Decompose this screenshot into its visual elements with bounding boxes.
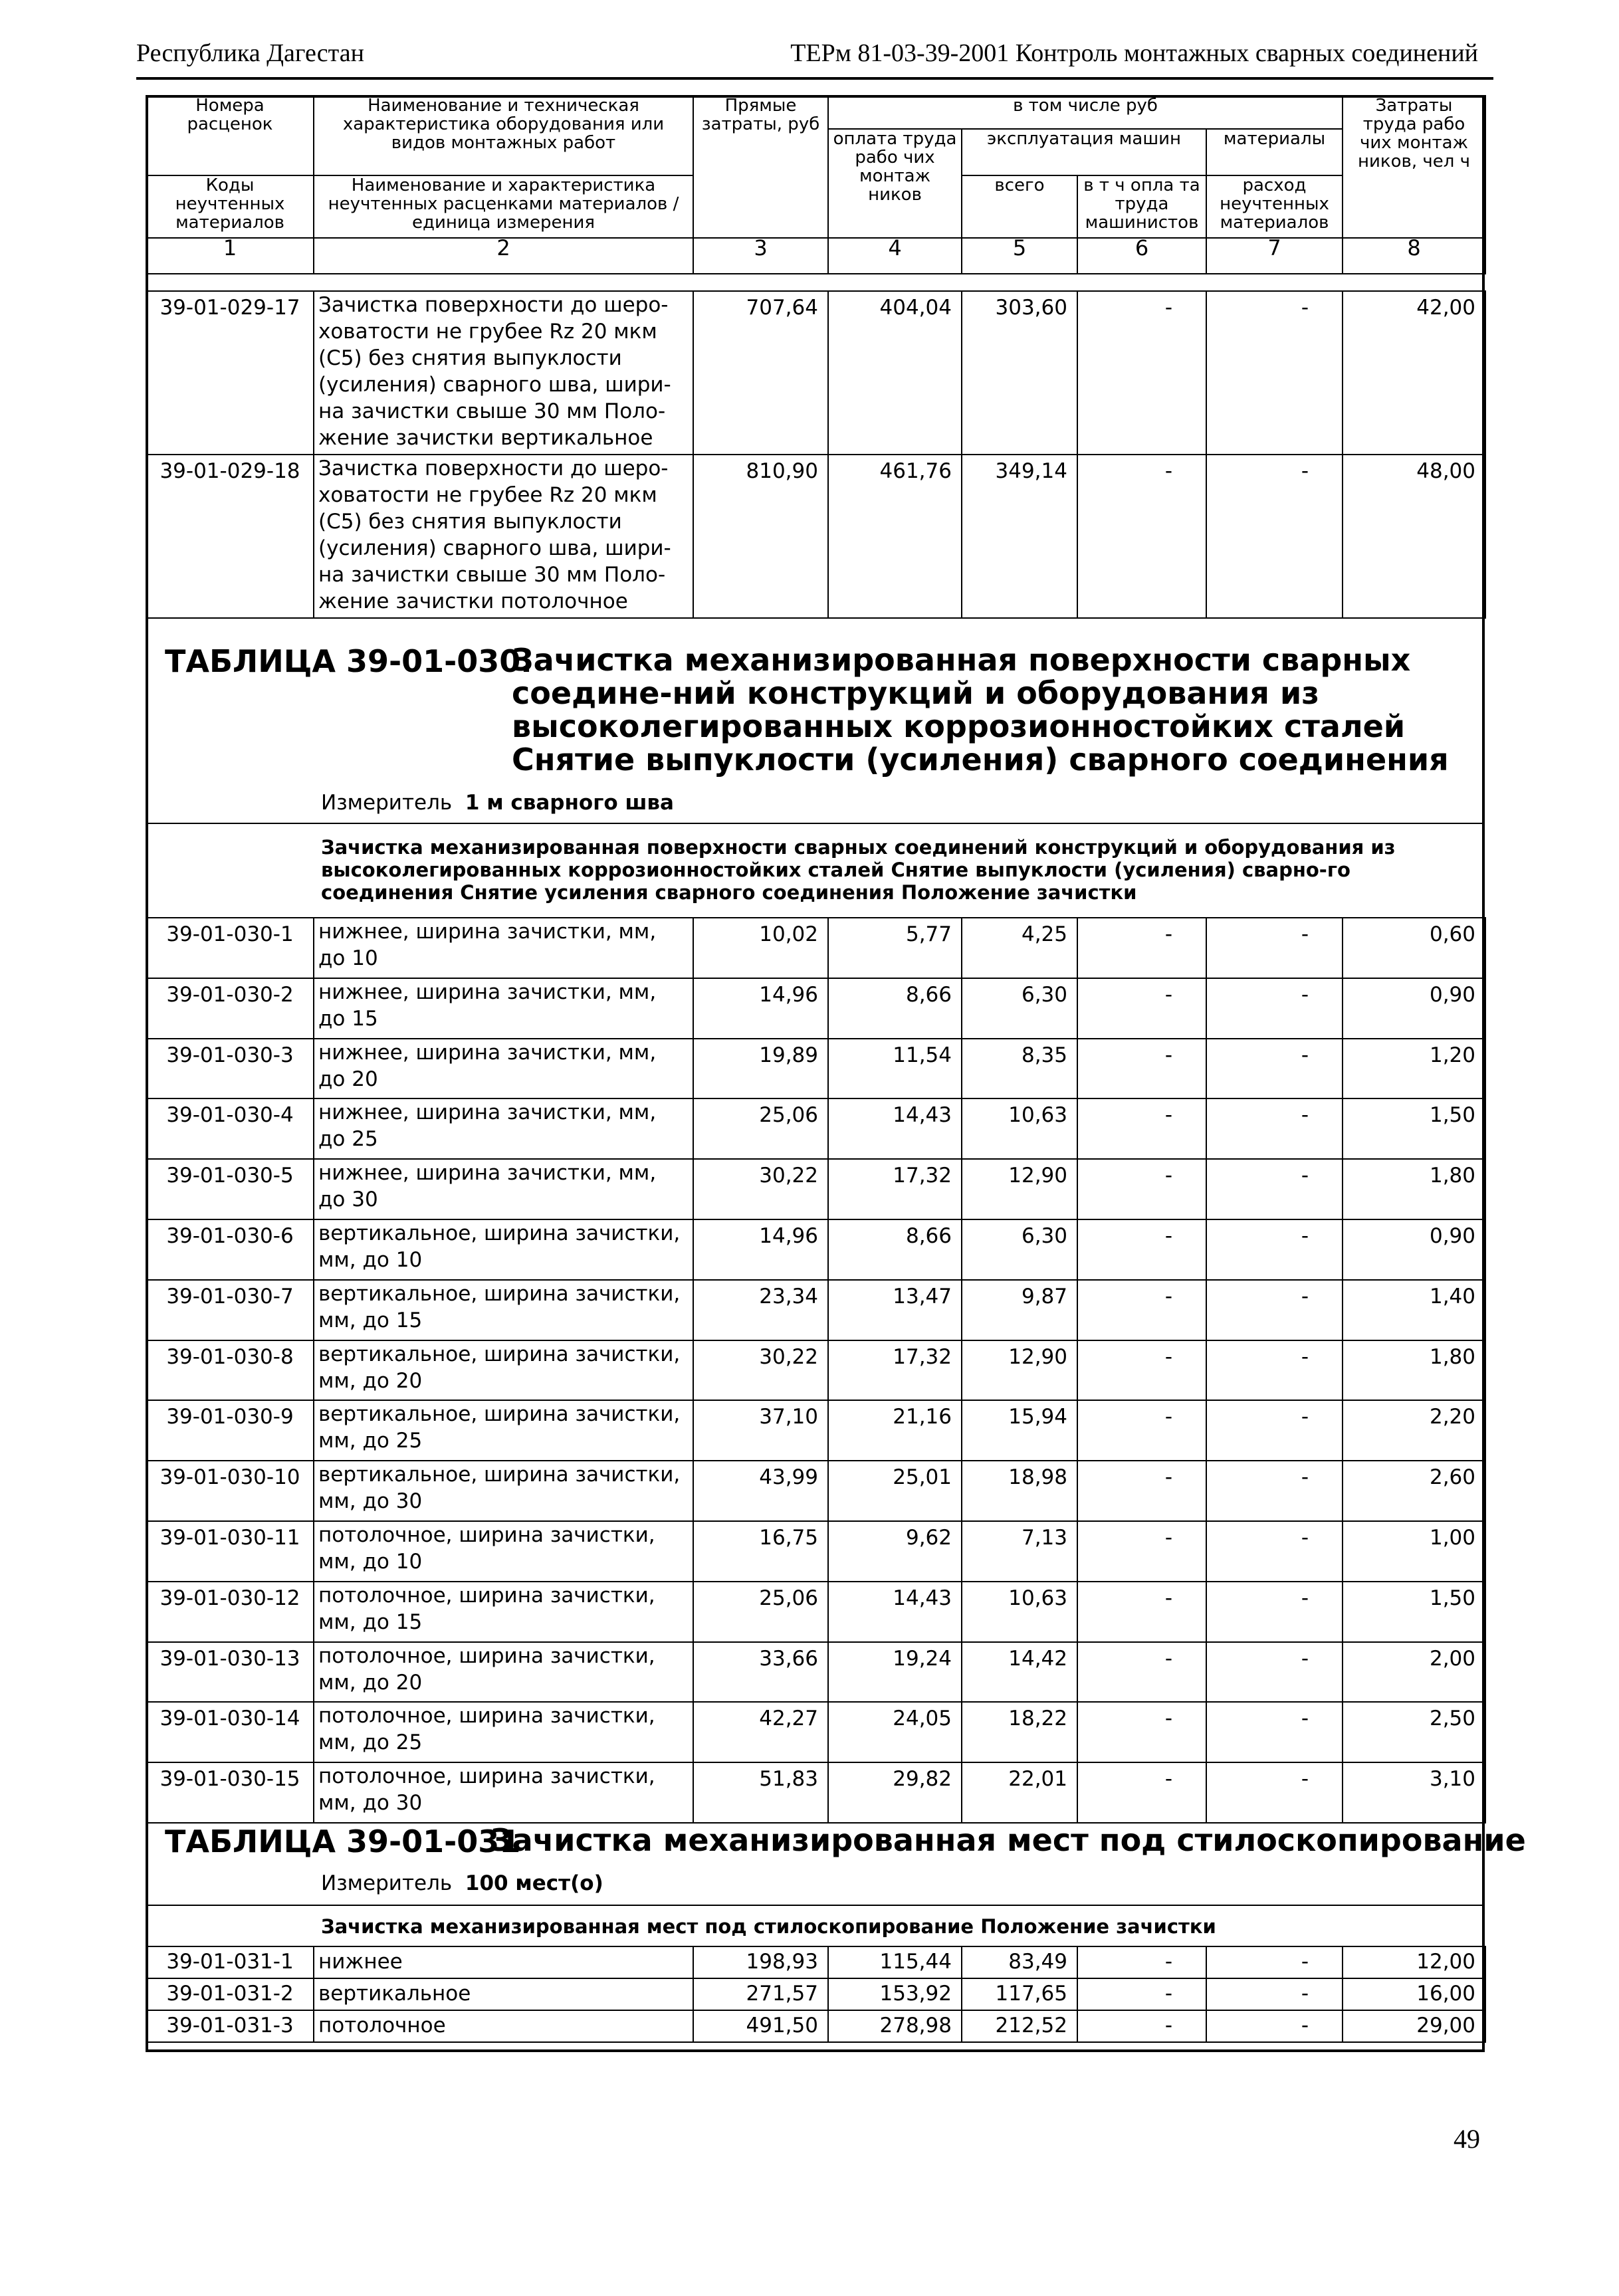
rate-code: 39-01-030-15	[146, 1762, 314, 1823]
material-consumption: -	[1206, 978, 1343, 1039]
operator-pay: -	[1077, 2010, 1206, 2042]
rate-description: вертикальное, ширина зачистки, мм, до 10	[314, 1219, 693, 1280]
machine-total: 15,94	[962, 1400, 1077, 1461]
machine-total: 7,13	[962, 1521, 1077, 1582]
labor-hours: 42,00	[1343, 291, 1485, 455]
operator-pay: -	[1077, 1098, 1206, 1159]
table-031-group-heading: Зачистка механизированная мест под стилоскопирование Положение зачистки	[321, 1915, 1216, 1938]
operator-pay: -	[1077, 1521, 1206, 1582]
labor-hours: 3,10	[1343, 1762, 1485, 1823]
rate-description: нижнее	[314, 1946, 693, 1978]
operator-pay: -	[1077, 1340, 1206, 1401]
table-row	[146, 978, 1485, 1039]
labor-pay: 5,77	[828, 918, 962, 978]
direct-costs: 10,02	[693, 918, 828, 978]
measure-label: Измеритель	[321, 791, 453, 815]
measure-label: Измеритель	[321, 1871, 453, 1895]
machine-total: 212,52	[962, 2010, 1077, 2042]
column-header-material-codes: Коды неучтенных материалов	[146, 175, 314, 238]
rate-code: 39-01-030-7	[146, 1280, 314, 1340]
labor-pay: 14,43	[828, 1582, 962, 1642]
labor-pay: 115,44	[828, 1946, 962, 1978]
page-number: 49	[1454, 2124, 1480, 2154]
table-row	[146, 1219, 1485, 1280]
material-consumption: -	[1206, 1098, 1343, 1159]
rate-code: 39-01-029-18	[146, 455, 314, 618]
rate-code: 39-01-030-3	[146, 1039, 314, 1099]
rate-code: 39-01-031-3	[146, 2010, 314, 2042]
labor-pay: 11,54	[828, 1039, 962, 1099]
table-row	[146, 1098, 1485, 1159]
column-number: 4	[828, 238, 962, 274]
material-consumption: -	[1206, 1280, 1343, 1340]
column-header-including: в том числе руб	[828, 96, 1343, 129]
labor-hours: 29,00	[1343, 2010, 1485, 2042]
labor-pay: 153,92	[828, 1978, 962, 2010]
direct-costs: 707,64	[693, 291, 828, 455]
operator-pay: -	[1077, 1219, 1206, 1280]
table-row	[146, 1521, 1485, 1582]
direct-costs: 25,06	[693, 1098, 828, 1159]
labor-hours: 1,50	[1343, 1582, 1485, 1642]
table-row	[146, 918, 1485, 978]
labor-hours: 1,00	[1343, 1521, 1485, 1582]
operator-pay: -	[1077, 918, 1206, 978]
measure-value: 100 мест(о)	[465, 1871, 603, 1895]
table-row	[146, 1946, 1485, 1978]
labor-pay: 404,04	[828, 291, 962, 455]
rate-description: нижнее, ширина зачистки, мм, до 10	[314, 918, 693, 978]
table-031-label: ТАБЛИЦА 39-01-031	[165, 1824, 521, 1859]
material-consumption: -	[1206, 1642, 1343, 1703]
operator-pay: -	[1077, 1280, 1206, 1340]
column-header-machine-operation: эксплуатация машин	[962, 129, 1206, 175]
labor-hours: 2,50	[1343, 1702, 1485, 1762]
labor-pay: 9,62	[828, 1521, 962, 1582]
direct-costs: 25,06	[693, 1582, 828, 1642]
column-number: 5	[962, 238, 1077, 274]
labor-hours: 1,20	[1343, 1039, 1485, 1099]
operator-pay: -	[1077, 1978, 1206, 2010]
column-header-direct-costs: Прямые затраты, руб	[693, 96, 828, 238]
machine-total: 18,98	[962, 1461, 1077, 1521]
labor-hours: 16,00	[1343, 1978, 1485, 2010]
machine-total: 12,90	[962, 1340, 1077, 1401]
machine-total: 83,49	[962, 1946, 1077, 1978]
rate-code: 39-01-030-11	[146, 1521, 314, 1582]
material-consumption: -	[1206, 1521, 1343, 1582]
column-header-labor-hours: Затраты труда рабо чих монтаж ников, чел ч	[1343, 96, 1485, 238]
column-header-work-name: Наименование и техническая характеристика оборудования или видов монтажных работ	[314, 96, 693, 175]
labor-hours: 0,90	[1343, 1219, 1485, 1280]
labor-pay: 14,43	[828, 1098, 962, 1159]
labor-pay: 17,32	[828, 1159, 962, 1219]
table-row	[146, 1461, 1485, 1521]
labor-pay: 8,66	[828, 1219, 962, 1280]
column-header-material-consumption: расход неучтенных материалов	[1206, 175, 1343, 238]
divider	[146, 823, 1485, 824]
direct-costs: 43,99	[693, 1461, 828, 1521]
rate-description: потолочное, ширина зачистки, мм, до 30	[314, 1762, 693, 1823]
direct-costs: 491,50	[693, 2010, 828, 2042]
rate-code: 39-01-030-8	[146, 1340, 314, 1401]
machine-total: 10,63	[962, 1098, 1077, 1159]
direct-costs: 16,75	[693, 1521, 828, 1582]
rate-code: 39-01-030-13	[146, 1642, 314, 1703]
rate-description: вертикальное, ширина зачистки, мм, до 25	[314, 1400, 693, 1461]
material-consumption: -	[1206, 1219, 1343, 1280]
table-row	[146, 291, 1485, 455]
rate-description: вертикальное, ширина зачистки, мм, до 15	[314, 1280, 693, 1340]
column-header-labor-pay: оплата труда рабо чих монтаж ников	[828, 129, 962, 238]
labor-hours: 2,20	[1343, 1400, 1485, 1461]
operator-pay: -	[1077, 1642, 1206, 1703]
labor-pay: 29,82	[828, 1762, 962, 1823]
table-row	[146, 1642, 1485, 1703]
machine-total: 18,22	[962, 1702, 1077, 1762]
material-consumption: -	[1206, 1461, 1343, 1521]
labor-hours: 1,80	[1343, 1159, 1485, 1219]
column-number: 1	[146, 238, 314, 274]
rate-code: 39-01-030-10	[146, 1461, 314, 1521]
table-row	[146, 1159, 1485, 1219]
rate-description: потолочное	[314, 2010, 693, 2042]
operator-pay: -	[1077, 1400, 1206, 1461]
material-consumption: -	[1206, 1946, 1343, 1978]
table-row	[146, 1582, 1485, 1642]
operator-pay: -	[1077, 455, 1206, 618]
rate-description: вертикальное	[314, 1978, 693, 2010]
table-031-title: Зачистка механизированная мест под стилоскопирование	[490, 1822, 1526, 1858]
column-number: 8	[1343, 238, 1485, 274]
table-030-title: Зачистка механизированная поверхности сварных соедине-ний конструкций и оборудования из высоколегированных коррозионностойких сталей Снятие выпуклости (усиления) сварного соединения	[512, 642, 1449, 778]
labor-pay: 19,24	[828, 1642, 962, 1703]
material-consumption: -	[1206, 1582, 1343, 1642]
labor-pay: 21,16	[828, 1400, 962, 1461]
direct-costs: 19,89	[693, 1039, 828, 1099]
labor-pay: 278,98	[828, 2010, 962, 2042]
material-consumption: -	[1206, 1702, 1343, 1762]
column-number: 2	[314, 238, 693, 274]
labor-pay: 24,05	[828, 1702, 962, 1762]
operator-pay: -	[1077, 1582, 1206, 1642]
labor-hours: 2,60	[1343, 1461, 1485, 1521]
machine-total: 14,42	[962, 1642, 1077, 1703]
table-030-group-heading: Зачистка механизированная поверхности сварных соединений конструкций и оборудования из высоколегированных коррозионностойких сталей Снятие выпуклости (усиления) сварно-го соединения Снятие усиления сварного соединения Положение зачистки	[321, 836, 1396, 904]
material-consumption: -	[1206, 1039, 1343, 1099]
direct-costs: 42,27	[693, 1702, 828, 1762]
direct-costs: 14,96	[693, 1219, 828, 1280]
material-consumption: -	[1206, 1340, 1343, 1401]
header-region: Республика Дагестан	[136, 39, 364, 67]
table-030-label: ТАБЛИЦА 39-01-030.	[165, 643, 532, 679]
column-number: 3	[693, 238, 828, 274]
rate-code: 39-01-031-2	[146, 1978, 314, 2010]
direct-costs: 23,34	[693, 1280, 828, 1340]
table-row	[146, 1978, 1485, 2010]
column-header-operator-pay: в т ч опла та труда машинистов	[1077, 175, 1206, 238]
table-030-measure	[321, 791, 674, 815]
direct-costs: 198,93	[693, 1946, 828, 1978]
direct-costs: 810,90	[693, 455, 828, 618]
table-row	[146, 2010, 1485, 2042]
rate-description: потолочное, ширина зачистки, мм, до 20	[314, 1642, 693, 1703]
column-header-rate-numbers: Номера расценок	[146, 96, 314, 175]
direct-costs: 33,66	[693, 1642, 828, 1703]
rate-code: 39-01-030-9	[146, 1400, 314, 1461]
table-row	[146, 1400, 1485, 1461]
rates-table-031	[146, 1946, 1486, 2043]
header-rule	[136, 77, 1493, 80]
rate-description: нижнее, ширина зачистки, мм, до 20	[314, 1039, 693, 1099]
material-consumption: -	[1206, 918, 1343, 978]
rate-code: 39-01-030-1	[146, 918, 314, 978]
operator-pay: -	[1077, 1762, 1206, 1823]
table-row	[146, 455, 1485, 618]
rate-description: нижнее, ширина зачистки, мм, до 25	[314, 1098, 693, 1159]
material-consumption: -	[1206, 1159, 1343, 1219]
labor-pay: 17,32	[828, 1340, 962, 1401]
labor-hours: 1,80	[1343, 1340, 1485, 1401]
rate-code: 39-01-030-2	[146, 978, 314, 1039]
material-consumption: -	[1206, 455, 1343, 618]
rate-description: вертикальное, ширина зачистки, мм, до 30	[314, 1461, 693, 1521]
labor-hours: 1,40	[1343, 1280, 1485, 1340]
material-consumption: -	[1206, 1400, 1343, 1461]
rates-table-029	[146, 290, 1486, 619]
table-row	[146, 1702, 1485, 1762]
labor-pay: 8,66	[828, 978, 962, 1039]
rate-code: 39-01-031-1	[146, 1946, 314, 1978]
material-consumption: -	[1206, 1978, 1343, 2010]
rate-code: 39-01-030-14	[146, 1702, 314, 1762]
operator-pay: -	[1077, 1159, 1206, 1219]
rate-description: вертикальное, ширина зачистки, мм, до 20	[314, 1340, 693, 1401]
operator-pay: -	[1077, 978, 1206, 1039]
column-header-machine-total: всего	[962, 175, 1077, 238]
machine-total: 8,35	[962, 1039, 1077, 1099]
operator-pay: -	[1077, 291, 1206, 455]
operator-pay: -	[1077, 1461, 1206, 1521]
machine-total: 9,87	[962, 1280, 1077, 1340]
machine-total: 6,30	[962, 978, 1077, 1039]
column-number: 7	[1206, 238, 1343, 274]
rate-code: 39-01-030-12	[146, 1582, 314, 1642]
operator-pay: -	[1077, 1946, 1206, 1978]
table-row	[146, 1280, 1485, 1340]
rate-description: Зачистка поверхности до шеро-ховатости не грубее Rz 20 мкм (С5) без снятия выпуклости (усиления) сварного шва, шири-на зачистки свыше 30 мм Поло-жение зачистки вертикальное	[314, 291, 693, 455]
labor-hours: 1,50	[1343, 1098, 1485, 1159]
table-row	[146, 1340, 1485, 1401]
labor-pay: 25,01	[828, 1461, 962, 1521]
labor-hours: 0,90	[1343, 978, 1485, 1039]
table-row	[146, 1039, 1485, 1099]
direct-costs: 30,22	[693, 1340, 828, 1401]
column-number: 6	[1077, 238, 1206, 274]
rate-code: 39-01-030-4	[146, 1098, 314, 1159]
rate-description: потолочное, ширина зачистки, мм, до 15	[314, 1582, 693, 1642]
rate-description: потолочное, ширина зачистки, мм, до 10	[314, 1521, 693, 1582]
column-header-table	[146, 95, 1486, 274]
machine-total: 22,01	[962, 1762, 1077, 1823]
measure-value: 1 м сварного шва	[465, 791, 674, 815]
column-header-materials: материалы	[1206, 129, 1343, 175]
machine-total: 303,60	[962, 291, 1077, 455]
labor-hours: 12,00	[1343, 1946, 1485, 1978]
divider	[146, 1905, 1485, 1906]
machine-total: 6,30	[962, 1219, 1077, 1280]
material-consumption: -	[1206, 291, 1343, 455]
rates-table-030	[146, 917, 1486, 1824]
direct-costs: 30,22	[693, 1159, 828, 1219]
labor-hours: 48,00	[1343, 455, 1485, 618]
direct-costs: 271,57	[693, 1978, 828, 2010]
machine-total: 10,63	[962, 1582, 1077, 1642]
rate-code: 39-01-029-17	[146, 291, 314, 455]
material-consumption: -	[1206, 1762, 1343, 1823]
table-031-measure	[321, 1871, 603, 1895]
machine-total: 117,65	[962, 1978, 1077, 2010]
rate-code: 39-01-030-5	[146, 1159, 314, 1219]
header-document-code: ТЕРм 81-03-39-2001 Контроль монтажных сварных соединений	[790, 39, 1478, 67]
direct-costs: 51,83	[693, 1762, 828, 1823]
labor-pay: 13,47	[828, 1280, 962, 1340]
column-header-material-name: Наименование и характеристика неучтенных расценками материалов / единица измерения	[314, 175, 693, 238]
labor-hours: 2,00	[1343, 1642, 1485, 1703]
rate-description: потолочное, ширина зачистки, мм, до 25	[314, 1702, 693, 1762]
operator-pay: -	[1077, 1702, 1206, 1762]
table-row	[146, 1762, 1485, 1823]
rate-description: нижнее, ширина зачистки, мм, до 15	[314, 978, 693, 1039]
material-consumption: -	[1206, 2010, 1343, 2042]
labor-pay: 461,76	[828, 455, 962, 618]
rate-description: нижнее, ширина зачистки, мм, до 30	[314, 1159, 693, 1219]
machine-total: 4,25	[962, 918, 1077, 978]
machine-total: 349,14	[962, 455, 1077, 618]
direct-costs: 14,96	[693, 978, 828, 1039]
labor-hours: 0,60	[1343, 918, 1485, 978]
machine-total: 12,90	[962, 1159, 1077, 1219]
direct-costs: 37,10	[693, 1400, 828, 1461]
rate-code: 39-01-030-6	[146, 1219, 314, 1280]
operator-pay: -	[1077, 1039, 1206, 1099]
rate-description: Зачистка поверхности до шеро-ховатости не грубее Rz 20 мкм (С5) без снятия выпуклости (усиления) сварного шва, шири-на зачистки свыше 30 мм Поло-жение зачистки потолочное	[314, 455, 693, 618]
